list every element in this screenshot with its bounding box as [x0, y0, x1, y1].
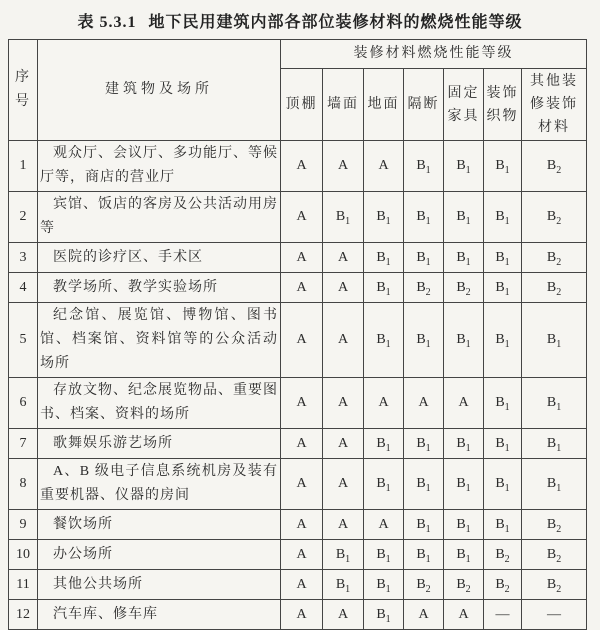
grade-cell: $B_1$ [404, 243, 444, 273]
grade-cell: A [404, 378, 444, 429]
grade-cell: A [281, 570, 323, 600]
grade-cell: $B_2$ [444, 273, 484, 303]
column-header: 隔断 [404, 69, 444, 141]
grade-cell: $B_2$ [522, 570, 587, 600]
grade-cell: $B_1$ [484, 378, 522, 429]
grade-cell: $B_1$ [522, 378, 587, 429]
serial-cell: 11 [9, 570, 38, 600]
serial-cell: 12 [9, 600, 38, 630]
grade-cell: A [323, 429, 364, 459]
place-cell: 存放文物、纪念展览物品、重要图书、档案、资料的场所 [38, 378, 281, 429]
table-row [9, 378, 587, 429]
grade-cell: $B_1$ [404, 459, 444, 510]
grade-cell: A [281, 378, 323, 429]
grade-cell: $B_2$ [404, 273, 444, 303]
header-place: 建筑物及场所 [38, 40, 281, 141]
serial-cell: 7 [9, 429, 38, 459]
grade-cell: $B_1$ [522, 303, 587, 378]
column-header: 固定家具 [444, 69, 484, 141]
place-cell: 汽车库、修车库 [38, 600, 281, 630]
grade-cell: $B_1$ [323, 192, 364, 243]
table-caption: 地下民用建筑内部各部位装修材料的燃烧性能等级 [148, 14, 523, 31]
table-row [9, 600, 587, 630]
grade-cell: $B_1$ [364, 429, 404, 459]
grade-cell: $B_1$ [404, 192, 444, 243]
place-cell: 办公场所 [38, 540, 281, 570]
grade-cell: A [281, 303, 323, 378]
header-serial: 序号 [9, 40, 38, 141]
grade-cell: $B_1$ [522, 429, 587, 459]
grade-cell: A [323, 303, 364, 378]
grade-cell: $B_1$ [404, 303, 444, 378]
grade-cell: $B_2$ [522, 192, 587, 243]
grade-cell: $B_1$ [364, 570, 404, 600]
place-cell: A、B 级电子信息系统机房及装有重要机器、仪器的房间 [38, 459, 281, 510]
serial-cell: 10 [9, 540, 38, 570]
grade-cell: $B_2$ [444, 570, 484, 600]
grade-cell: $B_1$ [404, 429, 444, 459]
grade-cell: A [281, 459, 323, 510]
serial-cell: 3 [9, 243, 38, 273]
grade-cell: A [364, 378, 404, 429]
grade-cell: $B_2$ [484, 540, 522, 570]
grade-cell: $B_2$ [522, 141, 587, 192]
grade-cell: $B_1$ [444, 303, 484, 378]
grade-cell: $B_1$ [484, 192, 522, 243]
table-row [9, 273, 587, 303]
grade-cell: $B_1$ [364, 459, 404, 510]
grade-cell: $B_2$ [404, 570, 444, 600]
place-cell: 餐饮场所 [38, 510, 281, 540]
serial-cell: 1 [9, 141, 38, 192]
grade-cell: $B_1$ [484, 510, 522, 540]
grade-cell: $B_1$ [444, 459, 484, 510]
table-title [0, 0, 600, 32]
grade-cell: $B_1$ [522, 459, 587, 510]
table-row [9, 303, 587, 378]
grade-cell: A [323, 510, 364, 540]
grade-cell: $B_1$ [364, 273, 404, 303]
table-row [9, 141, 587, 192]
grade-cell: $B_1$ [484, 303, 522, 378]
grade-cell: $B_1$ [484, 141, 522, 192]
place-cell: 宾馆、饭店的客房及公共活动用房等 [38, 192, 281, 243]
grade-cell: $B_1$ [364, 600, 404, 630]
grade-cell: $B_1$ [484, 459, 522, 510]
column-header: 装饰织物 [484, 69, 522, 141]
serial-cell: 8 [9, 459, 38, 510]
place-cell: 医院的诊疗区、手术区 [38, 243, 281, 273]
table-row [9, 459, 587, 510]
place-cell: 观众厅、会议厅、多功能厅、等候厅等，商店的营业厅 [38, 141, 281, 192]
table-row [9, 429, 587, 459]
grade-cell: A [404, 600, 444, 630]
grade-cell: $B_1$ [484, 429, 522, 459]
place-cell: 歌舞娱乐游艺场所 [38, 429, 281, 459]
place-cell: 其他公共场所 [38, 570, 281, 600]
grade-cell: $B_2$ [522, 540, 587, 570]
grade-cell: — [484, 600, 522, 630]
grade-cell: A [281, 192, 323, 243]
grade-cell: $B_1$ [364, 192, 404, 243]
table-number: 表 5.3.1 [77, 14, 137, 31]
column-header: 地面 [364, 69, 404, 141]
column-header: 顶棚 [281, 69, 323, 141]
place-cell: 教学场所、教学实验场所 [38, 273, 281, 303]
grade-cell: $B_2$ [484, 570, 522, 600]
grade-cell: $B_1$ [364, 540, 404, 570]
grade-cell: $B_1$ [444, 540, 484, 570]
grade-cell: A [323, 378, 364, 429]
grade-cell: $B_1$ [323, 570, 364, 600]
grade-cell: A [281, 540, 323, 570]
grade-cell: A [281, 243, 323, 273]
table-row [9, 243, 587, 273]
grade-cell: A [281, 600, 323, 630]
table-header [9, 40, 587, 141]
grade-cell: A [323, 273, 364, 303]
header-grade-group: 装修材料燃烧性能等级 [281, 40, 587, 69]
grade-cell: $B_1$ [364, 243, 404, 273]
grade-cell: $B_1$ [444, 243, 484, 273]
grade-cell: $B_1$ [404, 540, 444, 570]
grade-cell: $B_1$ [404, 141, 444, 192]
table-row [9, 570, 587, 600]
table-row [9, 510, 587, 540]
serial-cell: 2 [9, 192, 38, 243]
grade-cell: A [444, 378, 484, 429]
grade-cell: $B_2$ [522, 273, 587, 303]
grade-cell: A [323, 459, 364, 510]
grade-cell: A [281, 141, 323, 192]
grade-cell: $B_1$ [444, 141, 484, 192]
grade-cell: A [364, 141, 404, 192]
spec-table [8, 39, 587, 630]
column-header: 墙面 [323, 69, 364, 141]
grade-cell: — [522, 600, 587, 630]
grade-cell: A [323, 141, 364, 192]
column-header: 其他装修装饰材料 [522, 69, 587, 141]
grade-cell: $B_1$ [404, 510, 444, 540]
grade-cell: A [281, 273, 323, 303]
grade-cell: $B_2$ [522, 510, 587, 540]
serial-cell: 5 [9, 303, 38, 378]
serial-cell: 9 [9, 510, 38, 540]
grade-cell: $B_1$ [484, 243, 522, 273]
grade-cell: A [444, 600, 484, 630]
grade-cell: $B_1$ [444, 429, 484, 459]
grade-cell: $B_1$ [444, 192, 484, 243]
table-row [9, 192, 587, 243]
grade-cell: A [364, 510, 404, 540]
grade-cell: A [281, 429, 323, 459]
table-body [9, 141, 587, 630]
grade-cell: $B_2$ [522, 243, 587, 273]
grade-cell: A [281, 510, 323, 540]
grade-cell: A [323, 600, 364, 630]
grade-cell: $B_1$ [323, 540, 364, 570]
grade-cell: $B_1$ [484, 273, 522, 303]
serial-cell: 4 [9, 273, 38, 303]
table-row [9, 540, 587, 570]
grade-cell: $B_1$ [444, 510, 484, 540]
grade-cell: A [323, 243, 364, 273]
grade-cell: $B_1$ [364, 303, 404, 378]
serial-cell: 6 [9, 378, 38, 429]
place-cell: 纪念馆、展览馆、博物馆、图书馆、档案馆、资料馆等的公众活动场所 [38, 303, 281, 378]
